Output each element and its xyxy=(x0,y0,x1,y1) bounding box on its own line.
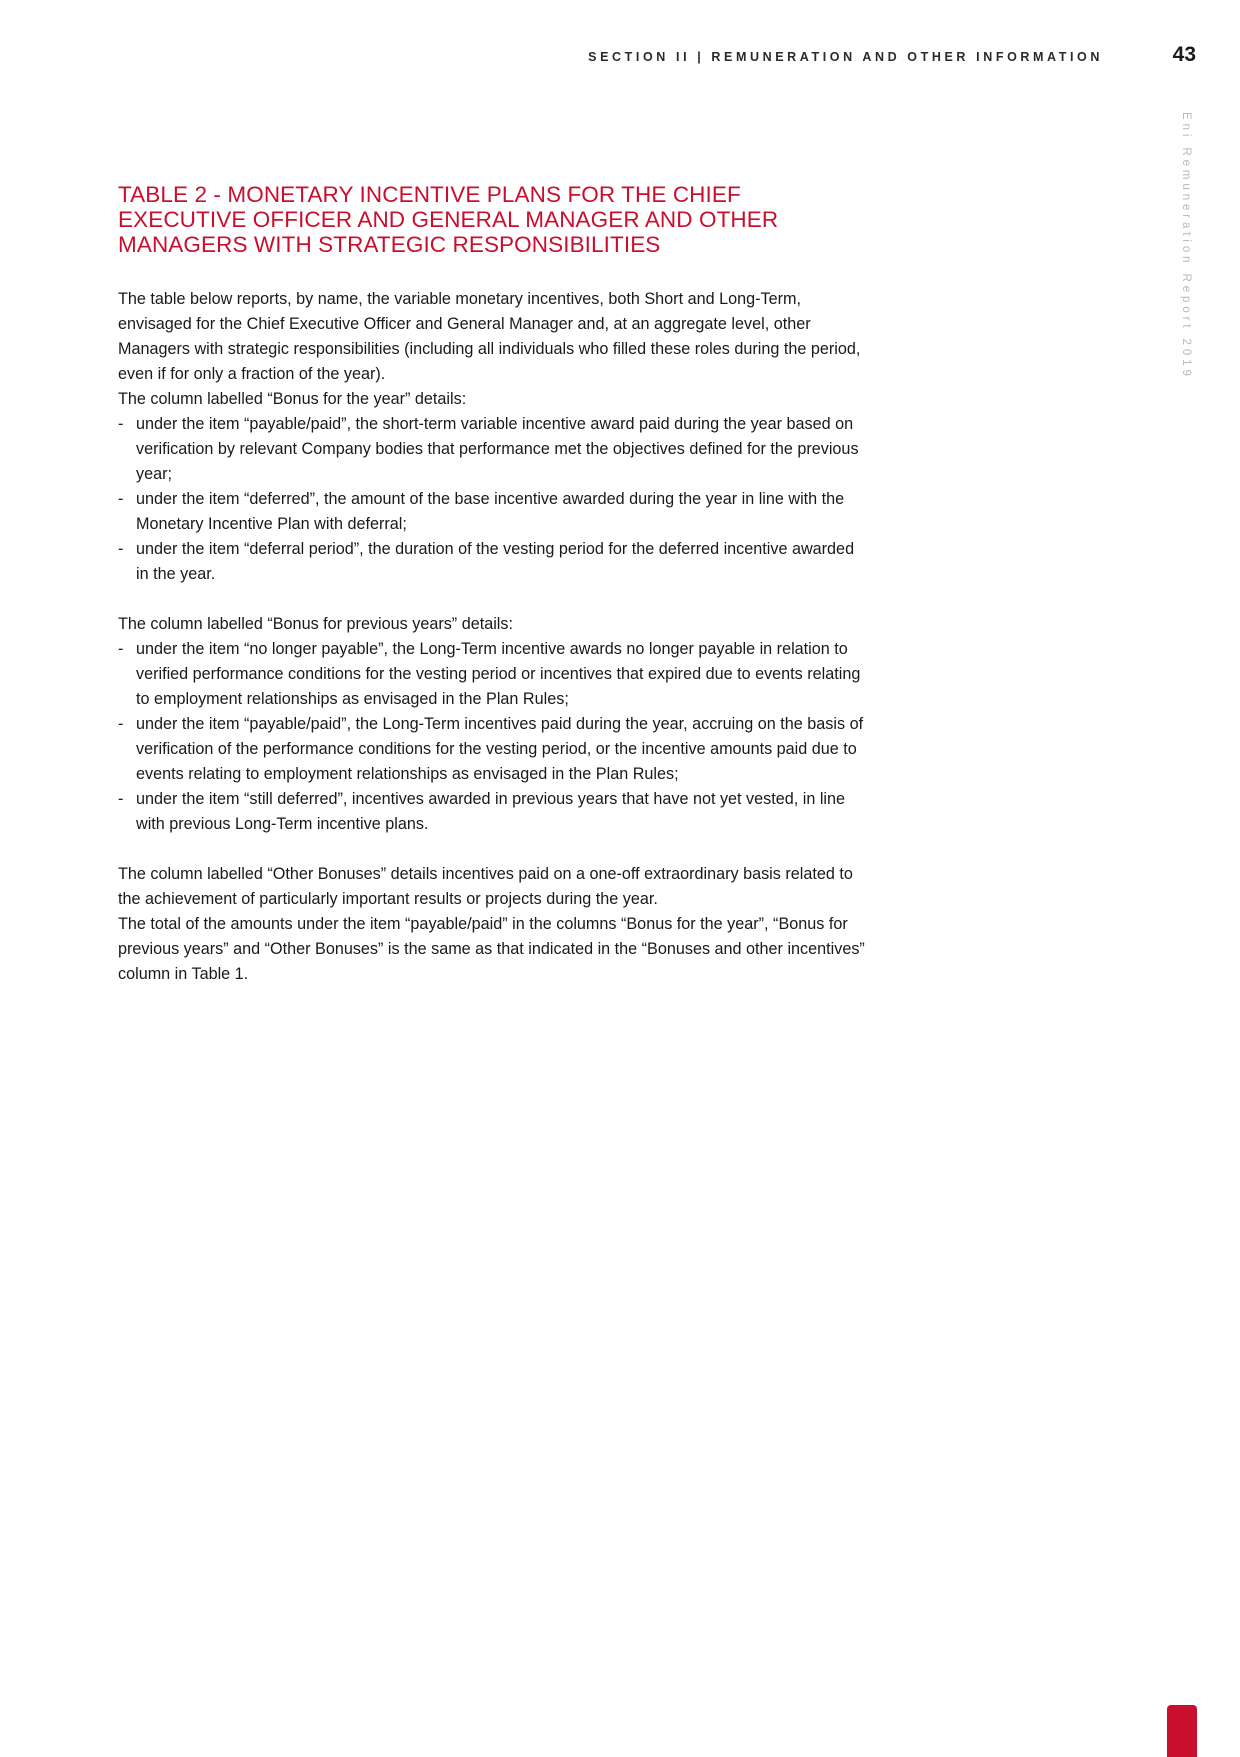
side-label: Eni Remuneration Report 2019 xyxy=(1180,112,1192,380)
corner-tab-decoration xyxy=(1167,1705,1197,1757)
paragraph-gap xyxy=(118,587,868,612)
bonus-previous-heading: The column labelled “Bonus for previous years” details: xyxy=(118,615,513,633)
paragraph-gap xyxy=(118,837,868,862)
bonus-year-heading: The column labelled “Bonus for the year” details: xyxy=(118,390,467,408)
list-item: - under the item “payable/paid”, the short-term variable incentive award paid during the year based on verification by relevant Company bodies that performance met the objectives defined for the previous year; xyxy=(118,412,868,487)
list-item: - under the item “no longer payable”, the Long-Term incentive awards no longer payable in relation to verified performance conditions for the vesting period or incentives that expired due to events relating to employment relationships as envisaged in the Plan Rules; xyxy=(118,637,868,712)
intro-paragraph: The table below reports, by name, the variable monetary incentives, both Short and Long-Term, envisaged for the Chief Executive Officer and General Manager and, at an aggregate level, other Managers with strategic responsibilities (including all individuals who filled these roles during the period, even if for only a fraction of the year). xyxy=(118,290,861,383)
bonus-previous-list xyxy=(118,637,868,837)
total-note-paragraph: The total of the amounts under the item “payable/paid” in the columns “Bonus for the year”, “Bonus for previous years” and “Other Bonuses” is the same as that indicated in the “Bonuses and other incentives” column in Table 1. xyxy=(118,915,865,983)
list-item: - under the item “deferred”, the amount of the base incentive awarded during the year in line with the Monetary Incentive Plan with deferral; xyxy=(118,487,868,537)
main-content xyxy=(118,182,868,987)
page-title: TABLE 2 - MONETARY INCENTIVE PLANS FOR THE CHIEF EXECUTIVE OFFICER AND GENERAL MANAGER AND OTHER MANAGERS WITH STRATEGIC RESPONSIBILITIES xyxy=(118,182,779,257)
page-number: 43 xyxy=(1172,43,1196,66)
other-bonuses-paragraph: The column labelled “Other Bonuses” details incentives paid on a one-off extraordinary basis related to the achievement of particularly important results or projects during the year. xyxy=(118,865,853,908)
list-item: - under the item “still deferred”, incentives awarded in previous years that have not yet vested, in line with previous Long-Term incentive plans. xyxy=(118,787,868,837)
bonus-year-list xyxy=(118,412,868,587)
list-item: - under the item “deferral period”, the duration of the vesting period for the deferred incentive awarded in the year. xyxy=(118,537,868,587)
running-header: SECTION II | REMUNERATION AND OTHER INFORMATION xyxy=(588,50,1103,64)
list-item: - under the item “payable/paid”, the Long-Term incentives paid during the year, accruing on the basis of verification of the performance conditions for the vesting period, or the incentive amounts paid due to events relating to employment relationships as envisaged in the Plan Rules; xyxy=(118,712,868,787)
